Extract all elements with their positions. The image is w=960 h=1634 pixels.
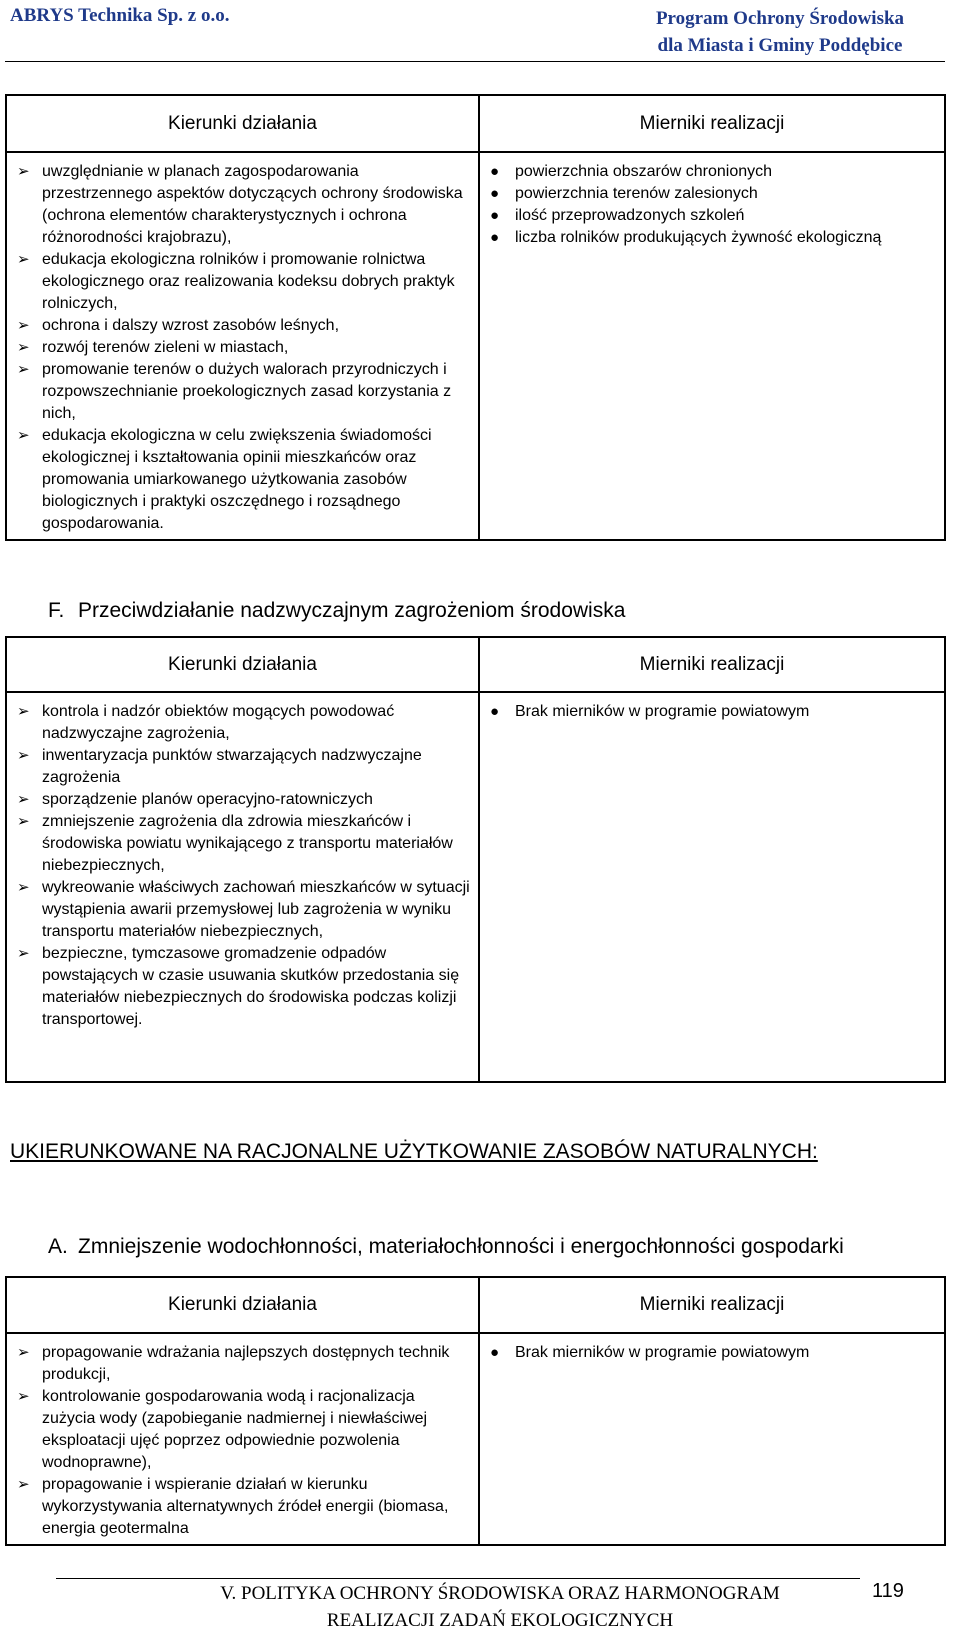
dot-bullet-icon: ● — [490, 229, 500, 246]
actions-cell — [6, 692, 479, 1082]
section-letter: A. — [48, 1235, 68, 1258]
list-item: ● liczba rolników produkujących żywność ekologiczną — [480, 227, 936, 249]
arrow-bullet-icon: ➢ — [17, 339, 30, 356]
arrow-bullet-icon: ➢ — [17, 879, 30, 896]
actions-list — [7, 693, 478, 1035]
measures-table-1 — [5, 94, 946, 541]
arrow-bullet-icon: ➢ — [17, 703, 30, 720]
list-item: ● powierzchnia obszarów chronionych — [480, 161, 936, 183]
indicators-cell — [479, 152, 945, 540]
list-item: ➢ zmniejszenie zagrożenia dla zdrowia mieszkańców i środowiska powiatu wynikającego z transportu materiałów niebezpiecznych, — [17, 813, 453, 874]
arrow-bullet-icon: ➢ — [17, 427, 30, 444]
list-item: ➢ propagowanie i wspieranie działań w kierunku wykorzystywania alternatywnych źródeł energii (biomasa, energia geotermalna — [17, 1476, 449, 1537]
list-item: ● powierzchnia terenów zalesionych — [480, 183, 936, 205]
arrow-bullet-icon: ➢ — [17, 361, 30, 378]
column-header-indicators: Mierniki realizacji — [479, 1277, 945, 1333]
actions-list — [7, 153, 478, 539]
list-item: ➢ ochrona i dalszy wzrost zasobów leśnych, — [7, 315, 470, 337]
dot-bullet-icon: ● — [490, 163, 500, 180]
dot-bullet-icon: ● — [490, 207, 500, 224]
list-item: ➢ sporządzenie planów operacyjno-ratowniczych — [7, 789, 470, 811]
arrow-bullet-icon: ➢ — [17, 813, 30, 830]
header-divider — [5, 61, 945, 62]
list-item: ● ilość przeprowadzonych szkoleń — [480, 205, 936, 227]
arrow-bullet-icon: ➢ — [17, 317, 30, 334]
header-program-title — [630, 5, 930, 59]
actions-cell — [6, 1333, 479, 1545]
indicators-list — [480, 693, 944, 727]
indicators-list — [480, 1334, 944, 1368]
section-title: Zmniejszenie wodochłonności, materiałochłonności i energochłonności gospodarki — [78, 1235, 844, 1258]
list-item: ➢ uwzględnianie w planach zagospodarowania przestrzennego aspektów dotyczących ochrony środowiska (ochrona elementów charakterystycznych i ochrona różnorodności krajobrazu), — [17, 163, 463, 246]
dot-bullet-icon: ● — [490, 1344, 500, 1361]
list-item: ● Brak mierników w programie powiatowym — [480, 701, 936, 723]
list-item: ➢ kontrolowanie gospodarowania wodą i racjonalizacja zużycia wody (zapobieganie nadmiernej i niewłaściwej eksploatacji ujęć poprzez odpowiednie pozwolenia wodnoprawne), — [17, 1388, 428, 1471]
section-title: Przeciwdziałanie nadzwyczajnym zagrożeniom środowiska — [78, 599, 626, 622]
arrow-bullet-icon: ➢ — [17, 1388, 30, 1405]
arrow-bullet-icon: ➢ — [17, 163, 30, 180]
indicators-cell — [479, 1333, 945, 1545]
actions-list — [7, 1334, 478, 1544]
arrow-bullet-icon: ➢ — [17, 747, 30, 764]
arrow-bullet-icon: ➢ — [17, 251, 30, 268]
list-item: ➢ propagowanie wdrażania najlepszych dostępnych technik produkcji, — [17, 1344, 450, 1383]
arrow-bullet-icon: ➢ — [17, 1476, 30, 1493]
section-a-heading — [48, 1234, 844, 1260]
dot-bullet-icon: ● — [490, 703, 500, 720]
arrow-bullet-icon: ➢ — [17, 945, 30, 962]
footer-line1: V. POLITYKA OCHRONY ŚRODOWISKA ORAZ HARMONOGRAM — [220, 1583, 780, 1604]
header-title-line1: Program Ochrony Środowiska — [655, 8, 905, 29]
page-number: 119 — [872, 1580, 904, 1602]
column-header-actions: Kierunki działania — [6, 637, 479, 692]
column-header-actions: Kierunki działania — [6, 1277, 479, 1333]
section-group-heading: UKIERUNKOWANE NA RACJONALNE UŻYTKOWANIE ZASOBÓW NATURALNYCH: — [10, 1140, 818, 1163]
measures-table-2 — [5, 636, 946, 1083]
actions-cell — [6, 152, 479, 540]
measures-table-3 — [5, 1276, 946, 1546]
list-item: ➢ rozwój terenów zieleni w miastach, — [7, 337, 470, 359]
list-item: ➢ kontrola i nadzór obiektów mogących powodować nadzwyczajne zagrożenia, — [17, 703, 395, 742]
arrow-bullet-icon: ➢ — [17, 1344, 30, 1361]
indicators-list — [480, 153, 944, 253]
list-item: ➢ edukacja ekologiczna w celu zwiększenia świadomości ekologicznej i kształtowania opinii mieszkańców oraz promowania umiarkowanego użytkowania zasobów biologicznych i praktyki oszczędnego i rozsądnego gospodarowania. — [17, 427, 432, 532]
footer-line2: REALIZACJI ZADAŃ EKOLOGICZNYCH — [326, 1610, 674, 1631]
section-letter: F. — [48, 599, 65, 622]
header-title-line2: dla Miasta i Gminy Poddębice — [657, 35, 903, 56]
list-item: ➢ edukacja ekologiczna rolników i promowanie rolnictwa ekologicznego oraz realizowania kodeksu dobrych praktyk rolniczych, — [17, 251, 455, 312]
list-item: ● Brak mierników w programie powiatowym — [480, 1342, 936, 1364]
list-item: ➢ wykreowanie właściwych zachowań mieszkańców w sytuacji wystąpienia awarii przemysłowej lub zagrożenia w wyniku transportu materiałów niebezpiecznych, — [17, 879, 470, 940]
dot-bullet-icon: ● — [490, 185, 500, 202]
list-item: ➢ promowanie terenów o dużych walorach przyrodniczych i rozpowszechnianie proekologicznych zasad korzystania z nich, — [17, 361, 452, 422]
header-company: ABRYS Technika Sp. z o.o. — [10, 5, 230, 26]
list-item: ➢ bezpieczne, tymczasowe gromadzenie odpadów powstających w czasie usuwania skutków przedostania się materiałów niebezpiecznych do środowiska podczas kolizji transportowej. — [17, 945, 460, 1028]
column-header-actions: Kierunki działania — [6, 95, 479, 152]
arrow-bullet-icon: ➢ — [17, 791, 30, 808]
column-header-indicators: Mierniki realizacji — [479, 637, 945, 692]
footer-divider — [56, 1578, 860, 1579]
list-item: ➢ inwentaryzacja punktów stwarzających nadzwyczajne zagrożenia — [17, 747, 422, 786]
column-header-indicators: Mierniki realizacji — [479, 95, 945, 152]
indicators-cell — [479, 692, 945, 1082]
section-f-heading — [48, 598, 625, 624]
